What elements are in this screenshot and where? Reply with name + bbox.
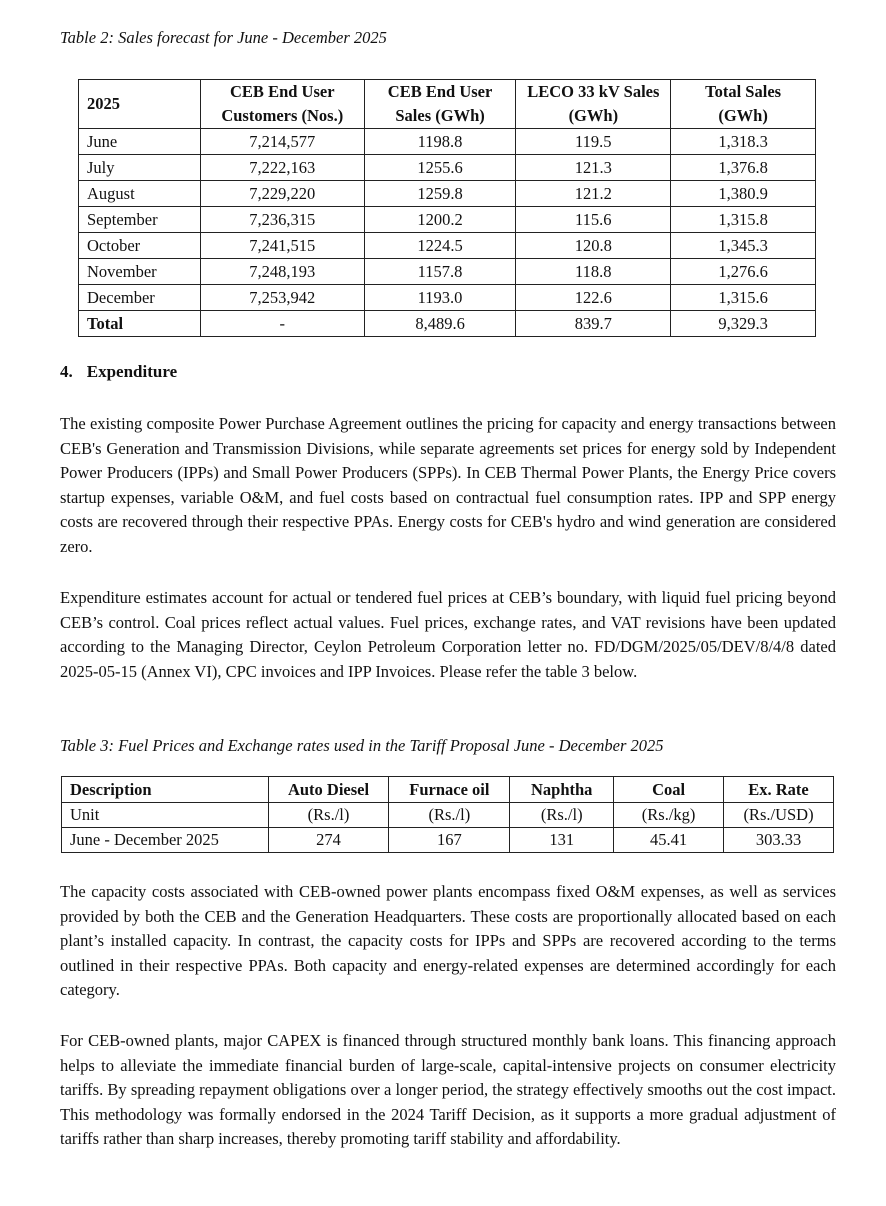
paragraph: The capacity costs associated with CEB-owned power plants encompass fixed O&M expenses, as well as services provided by both the CEB and the Generation Headquarters. These costs are proportionally allocated based on each plant’s installed capacity. In contrast, the capacity costs for IPPs and SPPs are recovered according to the terms outlined in their respective PPAs. Both capacity and energy-related expenses are determined accordingly for each category. (60, 882, 836, 1000)
paragraph: For CEB-owned plants, major CAPEX is financed through structured monthly bank loans. This financing approach helps to alleviate the immediate financial burden of large-scale, capital-intensive projects on consumer electricity tariffs. By spreading repayment obligations over a longer period, the strategy effectively smooths out the cost impact. This methodology was formally endorsed in the 2024 Tariff Decision, as it supports a more gradual adjustment of tariffs rather than sharp increases, thereby promoting tariff stability and affordability. (60, 1031, 836, 1149)
fuel-prices-table (61, 776, 834, 853)
table-cell: 839.7 (516, 311, 671, 337)
table-cell: 1,318.3 (671, 129, 816, 155)
table-cell: (Rs./USD) (724, 803, 834, 828)
table-cell: 119.5 (516, 129, 671, 155)
table-cell: July (79, 155, 201, 181)
table-cell: 274 (268, 828, 389, 853)
section-title: Expenditure (86, 362, 178, 381)
table-cell: 1224.5 (364, 233, 516, 259)
column-header: Auto Diesel (268, 777, 389, 803)
table-cell: 7,229,220 (200, 181, 364, 207)
table-row (79, 181, 816, 207)
table-cell: Unit (62, 803, 269, 828)
column-header: Total Sales (GWh) (671, 80, 816, 129)
table-cell: 1,315.8 (671, 207, 816, 233)
table-cell: 7,253,942 (200, 285, 364, 311)
table-cell: 1200.2 (364, 207, 516, 233)
section-number: 4. (60, 362, 73, 381)
table-cell: 1255.6 (364, 155, 516, 181)
table-row (62, 828, 834, 853)
table-cell: 8,489.6 (364, 311, 516, 337)
table-cell: 7,248,193 (200, 259, 364, 285)
table-cell: 131 (510, 828, 614, 853)
table3-caption: Table 3: Fuel Prices and Exchange rates used in the Tariff Proposal June - December 2025 (60, 736, 664, 755)
column-header: Ex. Rate (724, 777, 834, 803)
table-cell: November (79, 259, 201, 285)
table-row (79, 285, 816, 311)
column-header: Coal (614, 777, 724, 803)
table-cell: 7,222,163 (200, 155, 364, 181)
column-header: 2025 (79, 80, 201, 129)
table-cell: September (79, 207, 201, 233)
table-cell: 1,376.8 (671, 155, 816, 181)
table-row (79, 233, 816, 259)
table-cell: (Rs./l) (510, 803, 614, 828)
table-cell: 1259.8 (364, 181, 516, 207)
table-cell: December (79, 285, 201, 311)
table-cell: June - December 2025 (62, 828, 269, 853)
table-cell: - (200, 311, 364, 337)
table-cell: 7,214,577 (200, 129, 364, 155)
table2-caption: Table 2: Sales forecast for June - December 2025 (60, 28, 387, 47)
table-row (79, 207, 816, 233)
table-cell: October (79, 233, 201, 259)
column-header: Furnace oil (389, 777, 510, 803)
table-row (79, 259, 816, 285)
table-cell: 1,315.6 (671, 285, 816, 311)
table-cell: 1,380.9 (671, 181, 816, 207)
table-cell: 115.6 (516, 207, 671, 233)
table-cell: 120.8 (516, 233, 671, 259)
table-cell: 9,329.3 (671, 311, 816, 337)
sales-forecast-table (78, 79, 816, 337)
column-header: Naphtha (510, 777, 614, 803)
table-row (62, 803, 834, 828)
table-cell: (Rs./l) (389, 803, 510, 828)
paragraph: Expenditure estimates account for actual or tendered fuel prices at CEB’s boundary, with liquid fuel pricing beyond CEB’s control. Coal prices reflect actual values. Fuel prices, exchange rates, and VAT revisions have been updated according to the Managing Director, Ceylon Petroleum Corporation letter no. FD/DGM/2025/05/DEV/8/4/8 dated 2025-05-15 (Annex VI), CPC invoices and IPP Invoices. Please refer the table 3 below. (60, 588, 836, 681)
section-heading (60, 362, 177, 382)
table-cell: 1193.0 (364, 285, 516, 311)
table-cell: 7,236,315 (200, 207, 364, 233)
table-cell: 7,241,515 (200, 233, 364, 259)
table-cell: August (79, 181, 201, 207)
table-cell: (Rs./kg) (614, 803, 724, 828)
table-row (79, 129, 816, 155)
table-cell: 303.33 (724, 828, 834, 853)
table-header-row (62, 777, 834, 803)
table-header-row (79, 80, 816, 129)
table-row (79, 155, 816, 181)
table-cell: 121.2 (516, 181, 671, 207)
table-cell: 121.3 (516, 155, 671, 181)
table-total-row (79, 311, 816, 337)
table-cell: June (79, 129, 201, 155)
table-cell: (Rs./l) (268, 803, 389, 828)
table-cell: 118.8 (516, 259, 671, 285)
table-cell: Total (79, 311, 201, 337)
table-cell: 1198.8 (364, 129, 516, 155)
table-cell: 45.41 (614, 828, 724, 853)
column-header: CEB End User Customers (Nos.) (200, 80, 364, 129)
table-cell: 122.6 (516, 285, 671, 311)
column-header: Description (62, 777, 269, 803)
column-header: LECO 33 kV Sales (GWh) (516, 80, 671, 129)
column-header: CEB End User Sales (GWh) (364, 80, 516, 129)
paragraph: The existing composite Power Purchase Agreement outlines the pricing for capacity and energy transactions between CEB's Generation and Transmission Divisions, while separate agreements set prices for energy sold by Independent Power Producers (IPPs) and Small Power Producers (SPPs). In CEB Thermal Power Plants, the Energy Price covers startup expenses, variable O&M, and fuel costs based on contractual fuel consumption rates. IPP and SPP energy costs are recovered through their respective PPAs. Energy costs for CEB's hydro and wind generation are considered zero. (60, 414, 836, 556)
table-cell: 167 (389, 828, 510, 853)
table-cell: 1,345.3 (671, 233, 816, 259)
table-cell: 1,276.6 (671, 259, 816, 285)
table-cell: 1157.8 (364, 259, 516, 285)
